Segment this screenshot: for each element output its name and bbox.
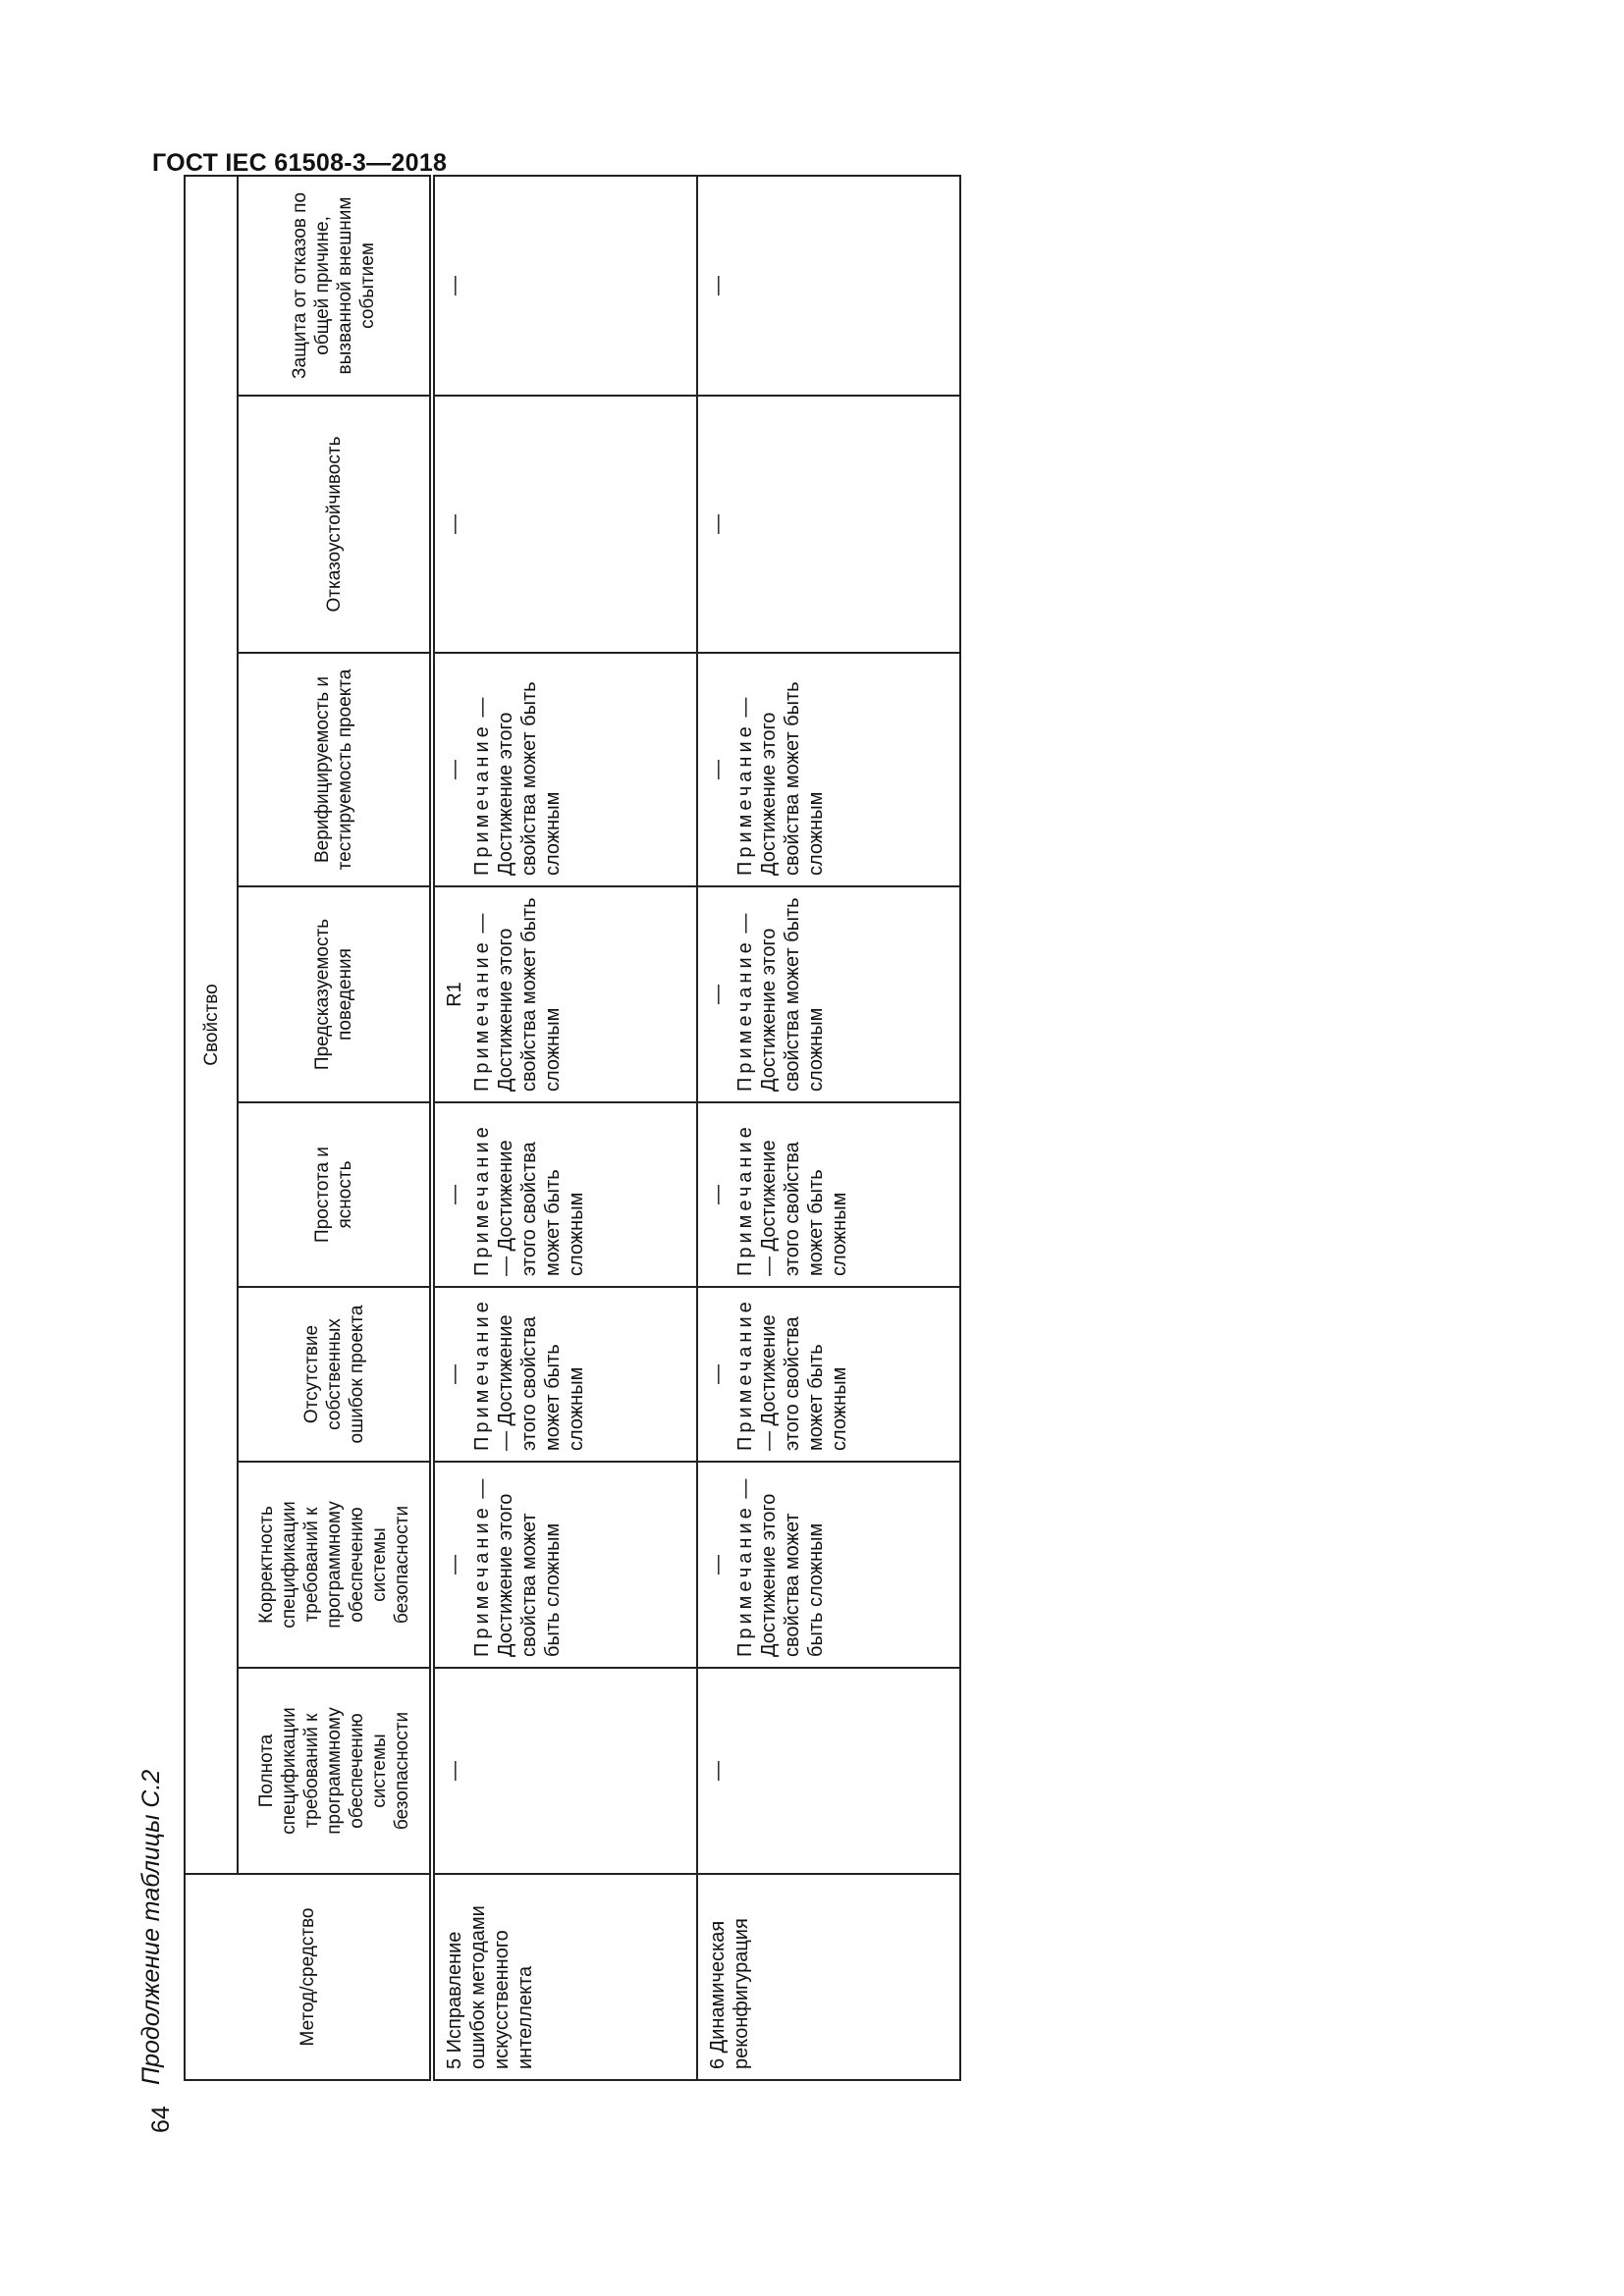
cell-mark: —: [707, 985, 729, 1004]
column-header-common-cause-defence: Защита от отказов по общей причине, вызванной внешним событием: [238, 176, 432, 396]
table-cell: [697, 653, 960, 886]
table-cell: [697, 396, 960, 653]
table-cell: [432, 1668, 697, 1874]
column-header-fault-tolerance: Отказоустойчивость: [238, 396, 432, 653]
note-text: — Достижение этого свойства может быть сложным: [471, 897, 564, 1092]
cell-note: [733, 664, 828, 876]
property-group-header: Свойство: [185, 176, 238, 1874]
note-lead: Примечание: [734, 938, 756, 1092]
table-cell: [697, 1287, 960, 1462]
table-cell: [432, 653, 697, 886]
note-lead: Примечание: [734, 1123, 756, 1276]
method-column-header: Метод/средство: [185, 1874, 432, 2080]
table-cell: [432, 396, 697, 653]
cell-note: [733, 1113, 851, 1276]
note-text: — Достижение этого свойства может быть сложным: [495, 1314, 587, 1451]
cell-mark: —: [707, 275, 729, 295]
cell-mark: —: [444, 275, 465, 295]
cell-note: [733, 897, 828, 1092]
table-cell: [697, 1462, 960, 1668]
cell-note: [470, 897, 565, 1092]
table-cell: [697, 176, 960, 396]
note-lead: Примечание: [734, 1298, 756, 1451]
cell-mark: —: [707, 514, 729, 534]
table-cell: [697, 1102, 960, 1287]
table-cell: [432, 886, 697, 1102]
table-cell: [432, 1287, 697, 1462]
cell-mark: —: [707, 760, 729, 779]
note-lead: Примечание: [471, 938, 493, 1092]
column-header-correctness: Корректность спецификации требований к программному обеспечению системы безопасности: [238, 1462, 432, 1668]
table-row: [432, 176, 697, 2080]
table-row: [697, 176, 960, 2080]
group-header-row: [185, 176, 238, 2080]
note-lead: Примечание: [471, 1123, 493, 1276]
note-text: — Достижение этого свойства может быть сложным: [734, 1478, 827, 1657]
cell-note: [470, 1113, 588, 1276]
cell-mark: —: [707, 1555, 729, 1575]
note-text: — Достижение этого свойства может быть сложным: [471, 681, 564, 876]
note-lead: Примечание: [471, 1504, 493, 1657]
cell-note: [470, 664, 565, 876]
note-lead: Примечание: [734, 1504, 756, 1657]
row-method-cell: 6 Динамическая реконфигурация: [697, 1874, 960, 2080]
cell-mark: —: [444, 1364, 465, 1384]
table-cell: [432, 176, 697, 396]
note-text: — Достижение этого свойства может быть сложным: [734, 681, 827, 876]
table-cell: [697, 886, 960, 1102]
cell-note: [470, 1298, 588, 1451]
note-text: — Достижение этого свойства может быть сложным: [758, 1140, 850, 1276]
note-text: — Достижение этого свойства может быть сложным: [495, 1140, 587, 1276]
properties-table: [184, 175, 961, 2081]
cell-mark: —: [444, 760, 465, 779]
cell-mark: —: [444, 1185, 465, 1204]
cell-note: [733, 1298, 851, 1451]
cell-note: [470, 1472, 565, 1657]
column-header-predictability: Предсказуемость поведения: [238, 886, 432, 1102]
cell-mark: —: [444, 514, 465, 534]
note-lead: Примечание: [471, 722, 493, 876]
cell-mark: R1: [444, 982, 465, 1007]
table-cell: [432, 1102, 697, 1287]
note-lead: Примечание: [734, 722, 756, 876]
cell-mark: —: [444, 1761, 465, 1781]
table-caption: Продолжение таблицы С.2: [137, 1769, 165, 2085]
column-header-freedom-from-design-faults: Отсутствие собственных ошибок проекта: [238, 1287, 432, 1462]
note-text: — Достижение этого свойства может быть сложным: [734, 897, 827, 1092]
cell-mark: —: [707, 1364, 729, 1384]
rotated-table-block: [137, 191, 1041, 2091]
cell-note: [733, 1472, 828, 1657]
column-header-verifiability: Верифицируемость и тестируемость проекта: [238, 653, 432, 886]
cell-mark: —: [707, 1761, 729, 1781]
row-method-cell: 5 Исправление ошибок методами искусственного интеллекта: [432, 1874, 697, 2080]
table-cell: [697, 1668, 960, 1874]
table-cell: [432, 1462, 697, 1668]
cell-mark: —: [707, 1185, 729, 1204]
note-text: — Достижение этого свойства может быть сложным: [758, 1314, 850, 1451]
note-lead: Примечание: [471, 1298, 493, 1451]
column-header-row: [238, 176, 432, 2080]
column-header-completeness: Полнота спецификации требований к программному обеспечению системы безопасности: [238, 1668, 432, 1874]
cell-mark: —: [444, 1555, 465, 1575]
note-text: — Достижение этого свойства может быть сложным: [471, 1478, 564, 1657]
document-header: ГОСТ IEC 61508-3—2018: [152, 149, 448, 177]
column-header-simplicity: Простота и ясность: [238, 1102, 432, 1287]
page-number: 64: [147, 2106, 175, 2133]
